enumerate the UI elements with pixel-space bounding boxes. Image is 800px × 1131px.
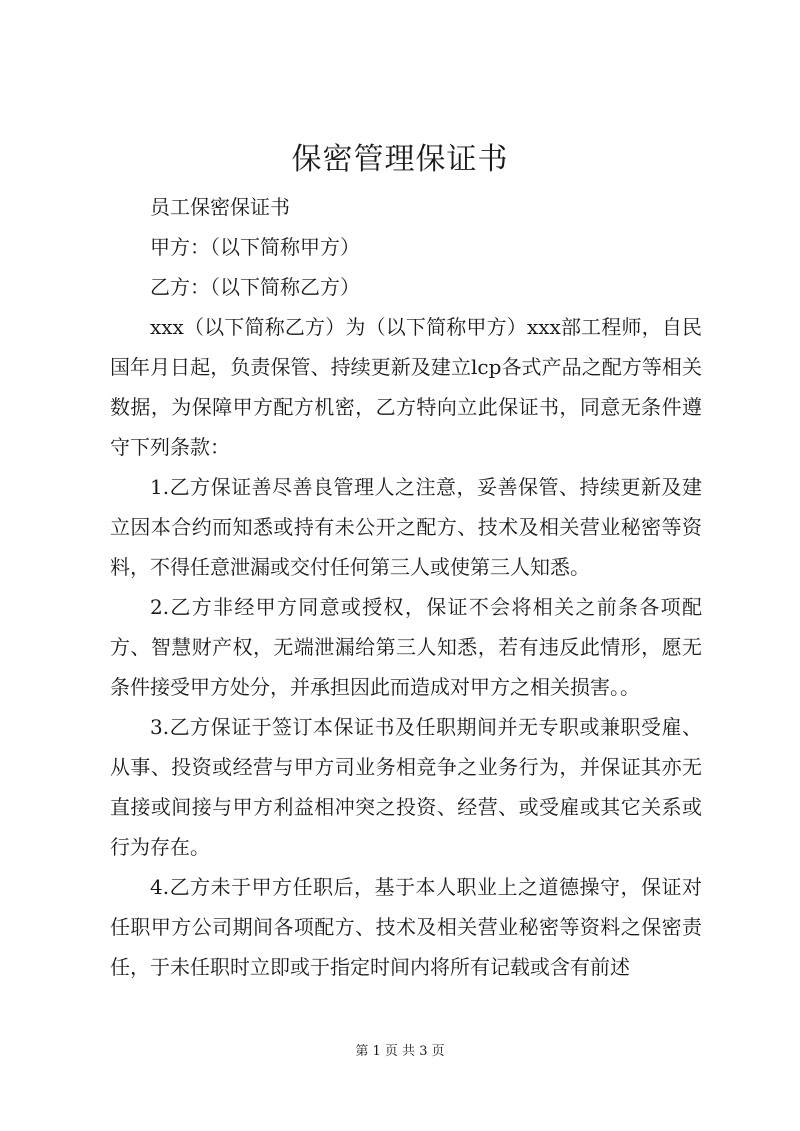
party-b-line: 乙方：（以下简称乙方） (150, 275, 360, 299)
document-title: 保密管理保证书 (291, 142, 509, 177)
clause-1-paragraph: 1.乙方保证善尽善良管理人之注意，妥善保管、持续更新及建立因本合约而知悉或持有未公开之配方、技术及相关营业秘密等资料，不得任意泄漏或交付任何第三人或使第三人知悉。 (110, 475, 702, 579)
document-body (110, 187, 702, 987)
party-a-line: 甲方：（以下简称甲方） (150, 235, 360, 259)
page-number-footer: 第 1 页 共 3 页 (355, 1044, 445, 1059)
clause-4-paragraph: 4.乙方未于甲方任职后，基于本人职业上之道德操守，保证对任职甲方公司期间各项配方、技术及相关营业秘密等资料之保密责任，于未任职时立即或于指定时间内将所有记载或含有前述 (110, 875, 702, 979)
clause-3-paragraph: 3.乙方保证于签订本保证书及任职期间并无专职或兼职受雇、从事、投资或经营与甲方司业务相竞争之业务行为，并保证其亦无直接或间接与甲方利益相冲突之投资、经营、或受雇或其它关系或行为存在。 (110, 715, 702, 859)
intro-paragraph: xxx（以下简称乙方）为（以下简称甲方）xxx部工程师，自民国年月日起，负责保管、持续更新及建立lcp各式产品之配方等相关数据，为保障甲方配方机密，乙方特向立此保证书，同意无条件遵守下列条款： (110, 315, 702, 459)
subtitle-paragraph: 员工保密保证书 (150, 195, 290, 219)
clause-2-paragraph: 2.乙方非经甲方同意或授权，保证不会将相关之前条各项配方、智慧财产权，无端泄漏给第三人知悉，若有违反此情形，愿无条件接受甲方处分，并承担因此而造成对甲方之相关损害。。 (110, 595, 702, 699)
